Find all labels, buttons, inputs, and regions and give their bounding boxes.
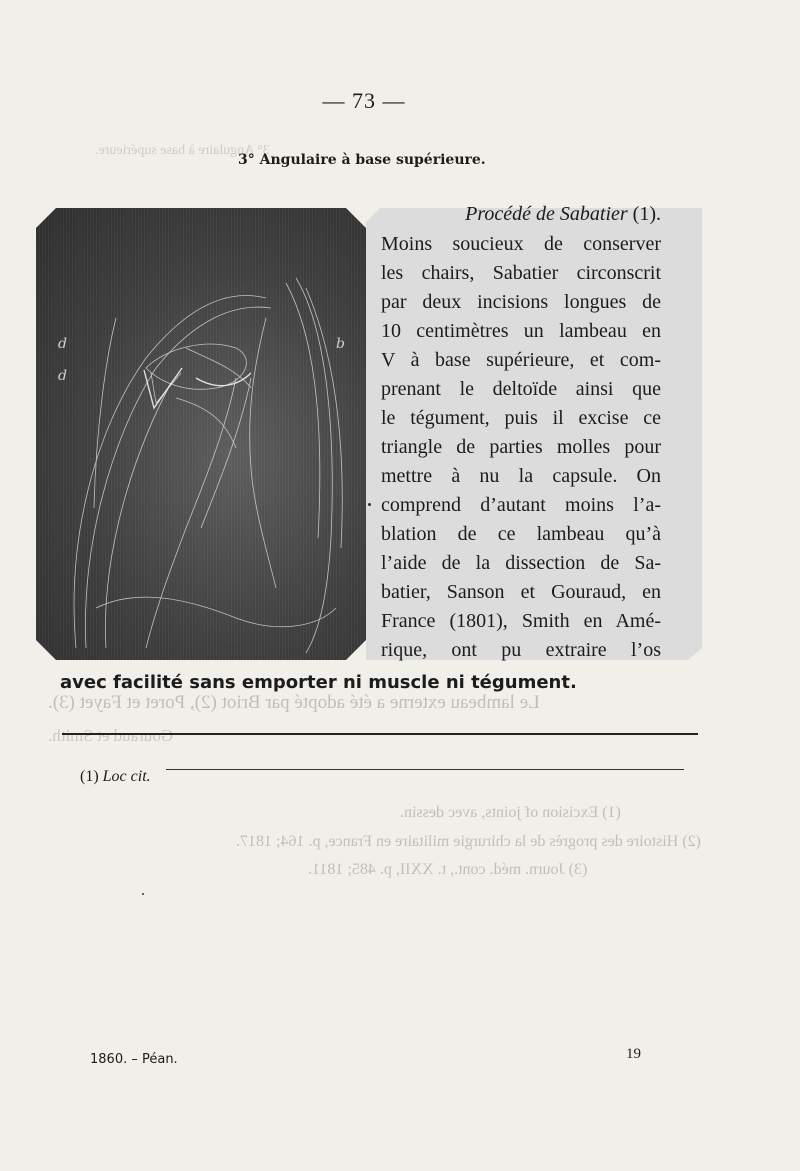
paragraph-line: l’aide de la dissection de Sa- [381,552,661,574]
page-number: — 73 — [322,88,406,113]
footnote [80,768,151,786]
paragraph-line: triangle de parties molles pour [381,436,661,458]
bleed-through-line: Le lambeau externe a été adopté par Briot (2), Poret et Fayet (3). [48,692,540,713]
paragraph-line: batier, Sanson et Gouraud, en [381,581,661,603]
paragraph-line: le tégument, puis il excise ce [381,407,661,429]
paragraph-line: V à base supérieure, et com- [381,349,661,371]
bleed-through-line: Gouraud et Smith. [48,726,174,745]
bleed-through-footnote: (1) Excision of joints, avec dessin. [400,804,621,821]
paragraph-line: comprend d’autant moins l’a- [381,494,661,516]
paragraph-first-line [381,204,661,224]
ink-dot [142,893,144,895]
footer-signature-number: 19 [626,1046,641,1062]
bleed-through-footnote: (3) Journ. méd. cont., t. XXII, p. 485; 1811. [308,861,588,878]
paragraph-title: Procédé de Sabatier [465,203,628,225]
page-number-value: 73 [352,88,376,113]
figure-letter-b: b [336,336,345,352]
paragraph-line: 10 centimètres un lambeau en [381,320,661,342]
paragraph-line: par deux incisions longues de [381,291,661,313]
ink-dot [368,503,371,506]
bleed-through-footnote: (2) Histoire des progrès de la chirurgie militaire en France, p. 164; 1817. [236,833,701,850]
paragraph-line: mettre à nu la capsule. On [381,465,661,487]
figure-letter-d1: d [58,336,67,352]
engraving-figure [36,208,366,660]
paragraph-line: France (1801), Smith en Amé- [381,610,661,632]
paragraph-line: les chairs, Sabatier circonscrit [381,262,661,284]
anatomical-shoulder-icon [36,208,366,660]
separator-rule [62,733,698,735]
paragraph-line: blation de ce lambeau qu’à [381,523,661,545]
paragraph-line: rique, ont pu extraire l’os [381,639,661,661]
bleed-through-heading: 3° Angulaire à base supérieure. [95,143,270,158]
footnote-rule [166,769,684,770]
paragraph-full-width-line: avec facilité sans emporter ni muscle ni tégument. [60,672,577,693]
footer-signature: 1860. – Péan. [90,1052,178,1067]
paragraph-line: Moins soucieux de conserver [381,233,661,255]
footnote-text: Loc cit. [102,768,151,785]
section-heading: 3° Angulaire à base supérieure. [238,152,486,168]
paragraph-ref: (1). [632,203,661,225]
paragraph-line: prenant le deltoïde ainsi que [381,378,661,400]
footnote-marker: (1) [80,768,99,785]
figure-letter-d2: d [58,368,67,384]
